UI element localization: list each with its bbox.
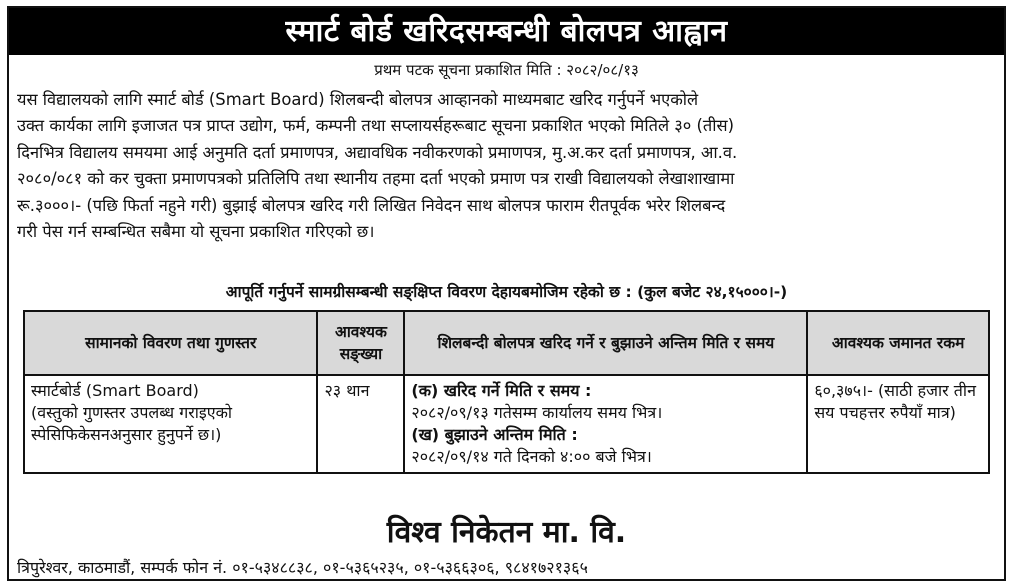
table-header-row xyxy=(24,311,989,375)
body-line: यस विद्यालयको लागि स्मार्ट बोर्ड (Smart Board) शिलबन्दी बोलपत्र आव्हानको माध्यमबाट खरिद गर्नुपर्ने भएकोले xyxy=(17,90,699,109)
header-item: सामानको विवरण तथा गुणस्तर xyxy=(24,311,317,375)
header-deposit: आवश्यक जमानत रकम xyxy=(807,311,989,375)
dates-cell xyxy=(404,375,807,473)
item-cell xyxy=(24,375,317,473)
notice-body xyxy=(17,87,997,245)
body-line: गरी पेस गर्न सम्बन्धित सबैमा यो सूचना प्रकाशित गरिएको छ। xyxy=(17,222,375,242)
table-row xyxy=(24,375,989,473)
publish-date: प्रथम पटक सूचना प्रकाशित मिति : २०८२/०८/१३ xyxy=(374,61,639,79)
submit-date-label: (ख) बुझाउने अन्तिम मिति : xyxy=(411,425,578,444)
school-name: विश्व निकेतन मा. वि. xyxy=(386,515,627,550)
item-description: (वस्तुको गुणस्तर उपलब्ध गराइएको स्पेसिफिकेसनअनुसार हुनुपर्ने छ।) xyxy=(31,403,233,444)
spec-table xyxy=(23,310,990,474)
quantity-cell: २३ थान xyxy=(317,375,404,473)
submit-date-value: २०८२/०९/१४ गते दिनको ४:०० बजे भित्र। xyxy=(411,447,652,466)
header-dates: शिलबन्दी बोलपत्र खरिद गर्ने र बुझाउने अन्तिम मिति र समय xyxy=(404,311,807,375)
body-line: दिनभित्र विद्यालय समयमा आई अनुमति दर्ता प्रमाणपत्र, अद्यावधिक नवीकरणको प्रमाणपत्र, मु.अ.कर दर्ता प्रमाणपत्र, आ.व. xyxy=(17,142,738,162)
body-line: रू.३०००।- (पछि फिर्ता नहुने गरी) बुझाई बोलपत्र खरिद गरी लिखित निवेदन साथ बोलपत्र फाराम रीतपूर्वक भरेर शिलबन्द xyxy=(17,195,726,215)
contact-info: त्रिपुरेश्वर, काठमाडौं, सम्पर्क फोन नं. ०१-५३४८८३८, ०१-५३६५२३५, ०१-५३६६३०६, ९८४१७२१३६५ xyxy=(17,558,588,577)
body-line: उक्त कार्यका लागि इजाजत पत्र प्राप्त उद्योग, फर्म, कम्पनी तथा सप्लायर्सहरूबाट सूचना प्रकाशित भएको मितिले ३० (तीस) xyxy=(17,116,734,136)
notice-frame xyxy=(7,6,1006,581)
summary-line: आपूर्ति गर्नुपर्ने सामग्रीसम्बन्धी सङ्क्षिप्त विवरण देहायबमोजिम रहेको छ : (कुल बजेट २४,१५०००।-) xyxy=(225,283,788,301)
notice-title: स्मार्ट बोर्ड खरिदसम्बन्धी बोलपत्र आह्वान xyxy=(9,8,1004,55)
item-name: स्मार्टबोर्ड (Smart Board) xyxy=(31,381,199,400)
purchase-date-value: २०८२/०९/१३ गतेसम्म कार्यालय समय भित्र। xyxy=(411,403,663,422)
deposit-cell: ६०,३७५।- (साठी हजार तीन सय पचहत्तर रुपैयाँ मात्र) xyxy=(807,375,989,473)
purchase-date-label: (क) खरिद गर्ने मिति र समय : xyxy=(411,381,592,400)
header-quantity: आवश्यक सङ्ख्या xyxy=(317,311,404,375)
body-line: २०८०/०८१ को कर चुक्ता प्रमाणपत्रको प्रतिलिपि तथा स्थानीय तहमा दर्ता भएको प्रमाण पत्र राखी विद्यालयको लेखाशाखामा xyxy=(17,169,735,189)
